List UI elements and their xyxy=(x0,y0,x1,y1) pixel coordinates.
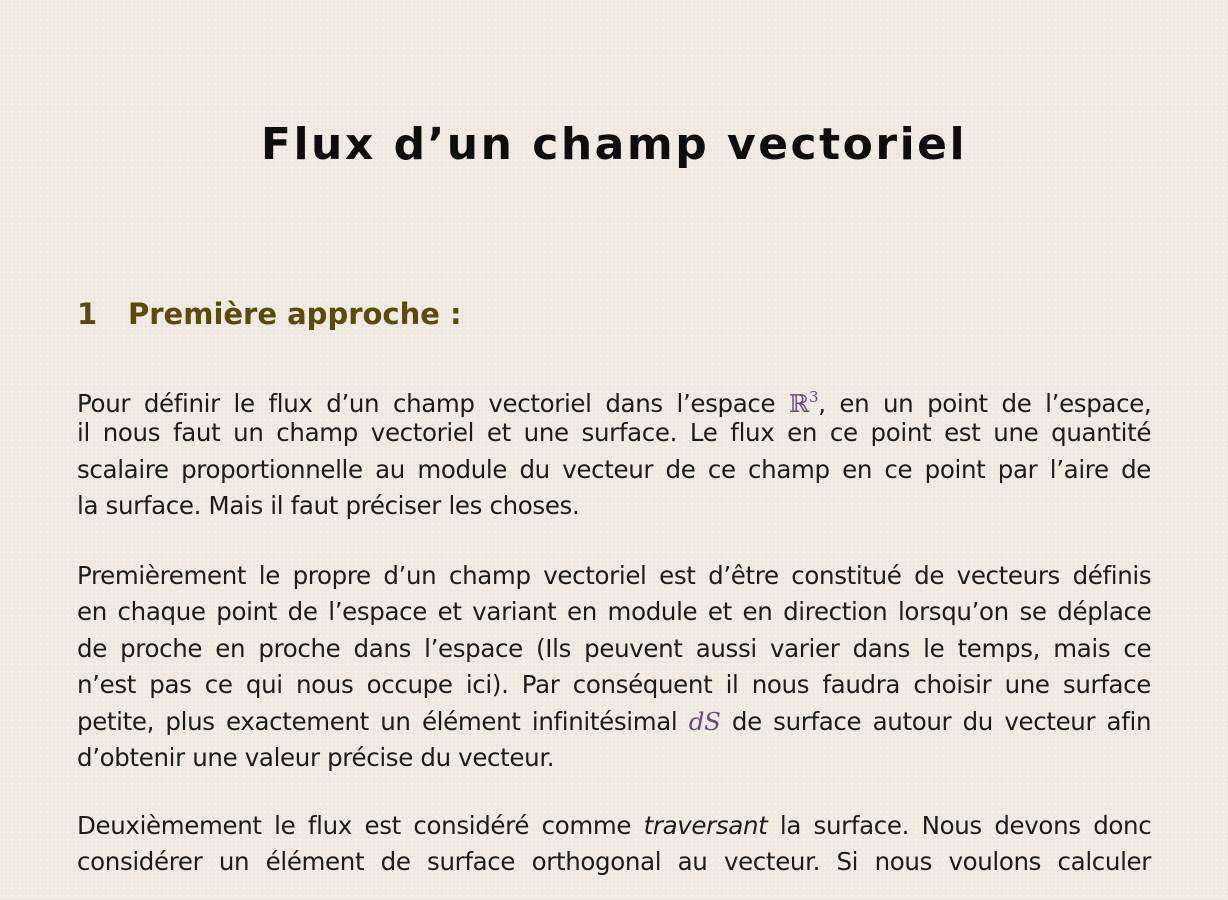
paragraph-second-point xyxy=(77,808,1151,881)
document-title: Flux d’un champ vectoriel xyxy=(260,119,968,170)
paragraph-line: Premièrement le propre d’un champ vectoriel est d’être constitué de vecteurs définis xyxy=(77,561,1152,590)
text-run: la surface. Nous devons donc xyxy=(767,811,1152,840)
paragraph-line xyxy=(77,379,1152,418)
paragraph-line: d’obtenir une valeur précise du vecteur. xyxy=(77,742,555,772)
paragraph-first-point xyxy=(77,558,1151,776)
text-run: Pour définir le flux d’un champ vectoriel dans l’espace xyxy=(77,389,789,418)
section-title: Première approche : xyxy=(128,297,462,331)
math-real-space xyxy=(789,389,818,418)
paragraph-line: il nous faut un champ vectoriel et une surface. Le flux en ce point est une quantité xyxy=(77,418,1152,448)
paragraph-line xyxy=(77,808,1151,844)
text-run: , en un point de l’espace, xyxy=(818,389,1152,418)
section-heading xyxy=(77,294,462,334)
math-symbol: ℝ xyxy=(788,389,809,418)
text-run: de surface autour du vecteur afin xyxy=(720,706,1152,736)
paragraph-line: scalaire proportionnelle au module du vecteur de ce champ en ce point par l’aire de xyxy=(77,454,1151,484)
paragraph-line: n’est pas ce qui nous occupe ici). Par conséquent il nous faudra choisir une surface xyxy=(77,670,1151,700)
paragraph-line: considérer un élément de surface orthogonal au vecteur. Si nous voulons calculer xyxy=(77,847,1151,877)
section-number: 1 xyxy=(77,297,98,331)
paragraph-line: en chaque point de l’espace et variant en module et en direction lorsqu’on se déplace xyxy=(77,597,1152,627)
paragraph-intro xyxy=(77,379,1151,525)
paragraph-line: la surface. Mais il faut préciser les choses. xyxy=(77,491,580,521)
text-run: Deuxièmement le flux est considéré comme xyxy=(77,811,644,840)
math-exponent: 3 xyxy=(809,388,819,406)
text-run: petite, plus exactement un élément infinitésimal xyxy=(77,706,689,736)
paragraph-line: de proche en proche dans l’espace (Ils peuvent aussi varier dans le temps, mais ce xyxy=(77,633,1152,663)
emphasis-traversant: traversant xyxy=(643,811,768,840)
paragraph-line xyxy=(77,704,1151,740)
math-dS: dS xyxy=(688,706,721,736)
